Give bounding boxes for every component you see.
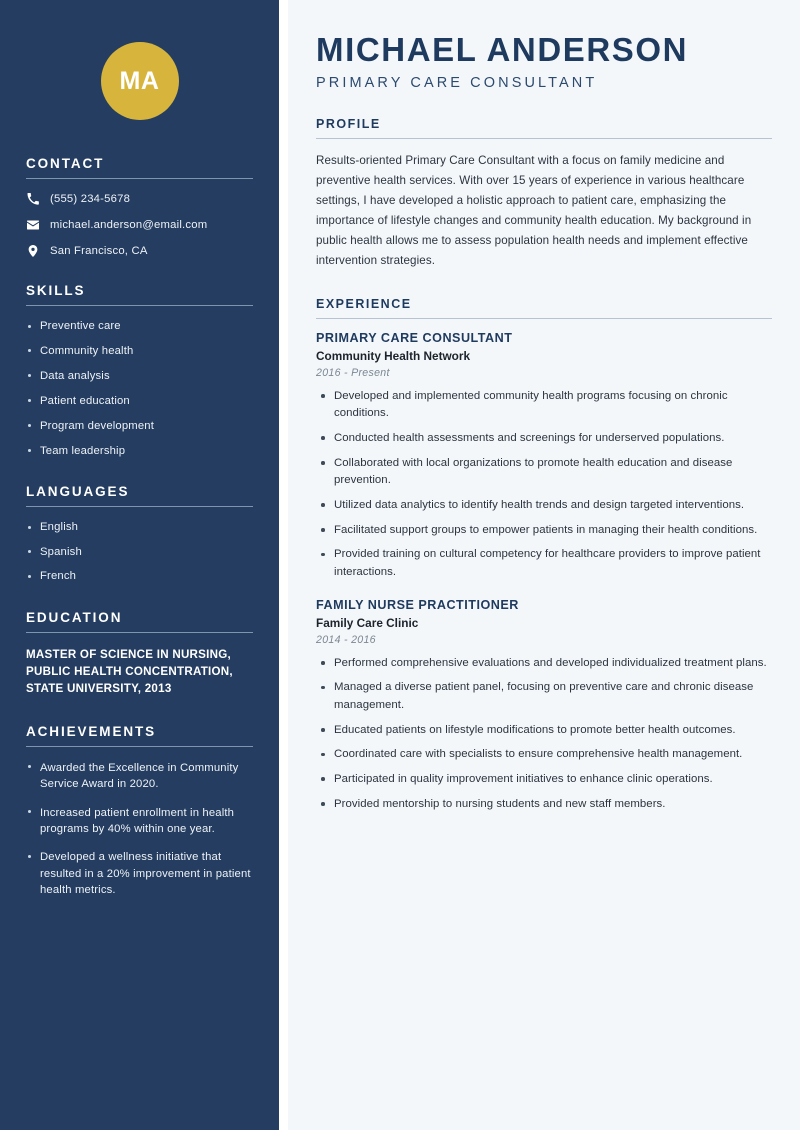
education-entry: MASTER OF SCIENCE IN NURSING, PUBLIC HEALTH CONCENTRATION, STATE UNIVERSITY, 2013 [26,647,233,696]
sidebar-section-education [26,610,253,698]
sidebar-section-skills [26,283,253,458]
sidebar [0,0,279,1130]
list-item: Managed a diverse patient panel, focusing on preventive care and chronic disease management. [316,679,772,714]
list-item: Team leadership [26,444,253,458]
experience-divider [316,318,772,319]
skills-list [26,319,253,458]
envelope-icon [26,218,39,231]
list-item: Developed and implemented community health programs focusing on chronic conditions. [316,388,772,423]
main-section-profile [316,117,772,271]
contact-heading: CONTACT [26,156,105,171]
list-item: Developed a wellness initiative that resulted in a 20% improvement in patient health metrics. [26,849,253,898]
column-gap [279,0,288,1130]
experience-heading: EXPERIENCE [316,296,412,311]
experience-entry [316,598,772,814]
sidebar-section-contact [26,156,253,257]
profile-text: Results-oriented Primary Care Consultant with a focus on family medicine and preventive health services. With over 15 years of experience in various healthcare settings, I have developed a holistic approach to patient care, emphasizing the importance of lifestyle changes and community health education. My background in public health allows me to assess population health needs and implement effective intervention strategies. [316,153,752,267]
list-item: Provided mentorship to nursing students and new staff members. [316,796,772,814]
contact-item-location[interactable] [26,244,253,257]
phone-icon [26,192,39,205]
education-divider [26,632,253,633]
skills-divider [26,305,253,306]
sidebar-section-achievements [26,724,253,899]
list-item: Facilitated support groups to empower patients in managing their health conditions. [316,522,772,540]
list-item: English [26,520,253,534]
list-item: Increased patient enrollment in health programs by 40% within one year. [26,805,253,838]
job-company: Family Care Clinic [316,615,419,630]
list-item: Provided training on cultural competency for healthcare providers to improve patient interactions. [316,546,772,581]
list-item: Educated patients on lifestyle modifications to promote better health outcomes. [316,722,772,740]
main-section-experience [316,297,772,814]
list-item: Spanish [26,545,253,559]
contact-item-email[interactable] [26,218,253,231]
list-item: Program development [26,419,253,433]
avatar-container [26,0,253,156]
list-item: Participated in quality improvement initiatives to enhance clinic operations. [316,771,772,789]
list-item: Conducted health assessments and screenings for underserved populations. [316,430,772,448]
list-item: Data analysis [26,369,253,383]
contact-phone-value: (555) 234-5678 [50,192,131,205]
list-item: Collaborated with local organizations to promote health education and disease prevention. [316,455,772,490]
experience-entry [316,331,772,582]
skills-heading: SKILLS [26,283,86,298]
languages-divider [26,506,253,507]
sidebar-section-languages [26,484,253,583]
languages-heading: LANGUAGES [26,484,130,500]
list-item: Preventive care [26,319,253,333]
job-company: Community Health Network [316,348,471,363]
contact-item-phone[interactable] [26,192,253,205]
education-heading: EDUCATION [26,609,123,625]
job-dates: 2014 - 2016 [316,633,376,646]
avatar: MA [101,42,179,120]
achievements-list [26,760,253,899]
main-content [288,0,800,1130]
profile-divider [316,138,772,139]
achievements-divider [26,746,253,747]
job-bullet-list [316,655,772,814]
list-item: Utilized data analytics to identify health trends and design targeted interventions. [316,497,772,515]
list-item: Patient education [26,394,253,408]
profile-heading: PROFILE [316,116,381,131]
contact-location-value: San Francisco, CA [50,244,148,257]
list-item: Awarded the Excellence in Community Service Award in 2020. [26,760,253,793]
achievements-heading: ACHIEVEMENTS [26,723,157,739]
job-role-subtitle: PRIMARY CARE CONSULTANT [316,74,598,91]
contact-divider [26,178,253,179]
location-pin-icon [26,244,39,257]
page-title: MICHAEL ANDERSON [316,31,689,68]
job-bullet-list [316,388,772,582]
job-dates: 2016 - Present [316,366,390,379]
languages-list [26,520,253,583]
list-item: French [26,569,253,583]
list-item: Community health [26,344,253,358]
job-title: PRIMARY CARE CONSULTANT [316,330,513,345]
contact-email-value: michael.anderson@email.com [50,218,208,231]
list-item: Performed comprehensive evaluations and developed individualized treatment plans. [316,655,772,673]
list-item: Coordinated care with specialists to ensure comprehensive health management. [316,746,772,764]
job-title: FAMILY NURSE PRACTITIONER [316,597,519,612]
